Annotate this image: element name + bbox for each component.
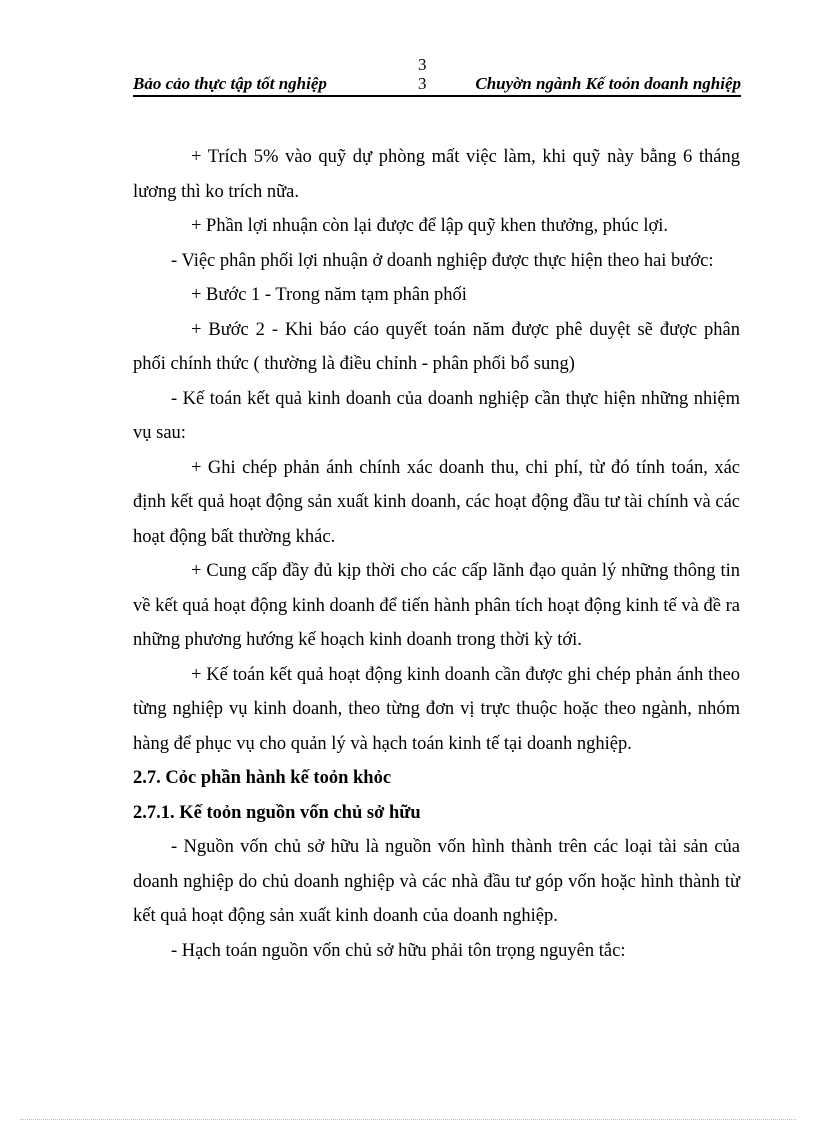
paragraph: + Ghi chép phản ánh chính xác doanh thu, chi phí, từ đó tính toán, xác định kết quả hoạt động sản xuất kinh doanh, các hoạt động đầu tư tài chính và các hoạt động bất thường khác. (133, 457, 740, 547)
header-rule (133, 95, 741, 97)
paragraph: - Hạch toán nguồn vốn chủ sở hữu phải tôn trọng nguyên tắc: (171, 940, 626, 961)
page-header (133, 52, 741, 96)
paragraph: + Bước 1 - Trong năm tạm phân phối (191, 285, 467, 305)
page-number (418, 55, 427, 93)
paragraph: - Nguồn vốn chủ sở hữu là nguồn vốn hình thành trên các loại tài sản của doanh nghiệp do chủ doanh nghiệp và các nhà đầu tư góp vốn hoặc hình thành từ kết quả hoạt động sản xuất kinh doanh của doanh nghiệp. (133, 837, 740, 926)
paragraph: - Kế toán kết quả kinh doanh của doanh nghiệp cần thực hiện những nhiệm vụ sau: (133, 388, 740, 443)
subsection-heading: 2.7.1. Kế toỏn nguồn vốn chủ sở hữu (133, 802, 421, 823)
document-body (133, 140, 740, 968)
paragraph: + Cung cấp đầy đủ kịp thời cho các cấp lãnh đạo quản lý những thông tin về kết quả hoạt động kinh doanh để tiến hành phân tích hoạt động kinh tế và đề ra những phương hướng kế hoạch kinh doanh trong thời kỳ tới. (133, 561, 740, 650)
paragraph: + Bước 2 - Khi báo cáo quyết toán năm được phê duyệt sẽ được phân phối chính thức ( thường là điều chỉnh - phân phối bổ sung) (133, 319, 740, 374)
paragraph: - Việc phân phối lợi nhuận ở doanh nghiệp được thực hiện theo hai bước: (171, 250, 714, 271)
header-left-title: Bảo cảo thực tập tốt nghiệp (133, 74, 327, 93)
paragraph: + Kế toán kết quả hoạt động kinh doanh cần được ghi chép phản ánh theo từng nghiệp vụ kinh doanh, theo từng đơn vị trực thuộc hoặc theo ngành, nhóm hàng để phục vụ cho quản lý và hạch toán kinh tế tại doanh nghiệp. (133, 664, 740, 754)
footer-divider (20, 1119, 796, 1120)
page-number-bottom: 3 (418, 74, 427, 93)
page-number-top: 3 (418, 55, 427, 74)
paragraph: + Trích 5% vào quỹ dự phòng mất việc làm, khi quỹ này bằng 6 tháng lương thì ko trích nữa. (133, 147, 740, 202)
paragraph: + Phần lợi nhuận còn lại được để lập quỹ khen thưởng, phúc lợi. (191, 216, 669, 236)
section-heading: 2.7. Cỏc phần hành kế toỏn khỏc (133, 768, 392, 788)
header-right-title: Chuyờn ngành Kế toỏn doanh nghiệp (475, 74, 741, 93)
